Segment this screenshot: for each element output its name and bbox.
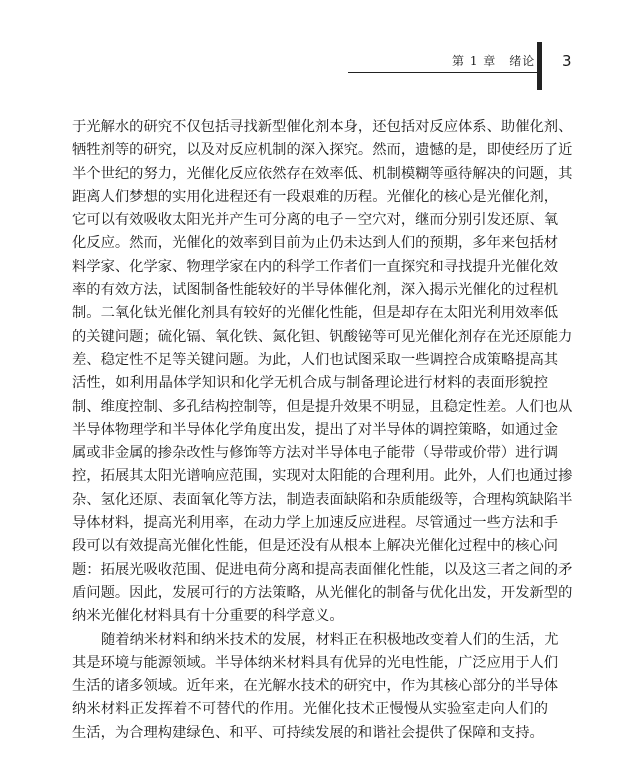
text-line: 杂、氢化还原、表面氧化等方法，制造表面缺陷和杂质能级等，合理构筑缺陷半: [72, 491, 573, 508]
text-line: 生活，为合理构建绿色、和平、可持续发展的和谐社会提供了保障和支持。: [72, 724, 544, 741]
body-text: [72, 116, 573, 745]
text-line: 距离人们梦想的实用化进程还有一段艰难的历程。光催化的核心是光催化剂，: [72, 188, 559, 205]
text-line: 制。二氧化钛光催化剂具有较好的光催化性能，但是却存在太阳光利用效率低: [72, 305, 559, 322]
text-line: 制、维度控制、多孔结构控制等，但是提升效果不明显，且稳定性差。人们也从: [72, 398, 573, 415]
text-line: 差、稳定性不足等关键问题。为此，人们也试图采取一些调控合成策略提高其: [72, 351, 559, 368]
page-number: 3: [562, 52, 572, 70]
text-line: 题：拓展光吸收范围、促进电荷分离和提高表面催化性能，以及这三者之间的矛: [72, 561, 573, 578]
text-line: 纳米材料正发挥着不可替代的作用。光催化技术正慢慢从实验室走向人们的: [72, 701, 548, 718]
text-line: 半个世纪的努力，光催化反应依然存在效率低、机制模糊等亟待解决的问题，其: [72, 165, 573, 182]
header-divider-bar: [537, 42, 542, 90]
text-line: 活性，如利用晶体学知识和化学无机合成与制备理论进行材料的表面形貌控: [72, 375, 548, 392]
running-header: 第 1 章 绪论: [452, 54, 536, 68]
paragraph: [72, 116, 573, 629]
text-line: 段可以有效提高光催化性能，但是还没有从根本上解决光催化过程中的核心问: [72, 538, 559, 555]
text-line: 它可以有效吸收太阳光并产生可分离的电子－空穴对，继而分别引发还原、氧: [72, 212, 559, 229]
text-line: 其是环境与能源领域。半导体纳米材料具有优异的光电性能，广泛应用于人们: [72, 654, 559, 671]
text-line: 半导体物理学和半导体化学角度出发，提出了对半导体的调控策略，如通过金: [72, 421, 559, 438]
text-line: 于光解水的研究不仅包括寻找新型催化剂本身，还包括对反应体系、助催化剂、: [72, 119, 573, 135]
text-line: 料学家、化学家、物理学家在内的科学工作者们一直探究和寻找提升光催化效: [72, 258, 559, 275]
text-line: 导体材料，提高光利用率，在动力学上加速反应进程。尽管通过一些方法和手: [72, 515, 559, 532]
paragraph: [72, 629, 559, 745]
text-line: 化反应。然而，光催化的效率到目前为止仍未达到人们的预期，多年来包括材: [72, 235, 559, 252]
header-rule: [348, 72, 542, 73]
text-line: 控，拓展其太阳光谱响应范围，实现对太阳能的合理利用。此外，人们也通过掺: [72, 468, 573, 485]
text-line: 生活的诸多领域。近年来，在光解水技术的研究中，作为其核心部分的半导体: [72, 678, 559, 695]
text-line: 纳米光催化材料具有十分重要的科学意义。: [72, 608, 344, 625]
text-line: 盾问题。因此，发展可行的方法策略，从光催化的制备与优化出发，开发新型的: [72, 584, 573, 601]
text-line: 的关键问题；硫化镉、氧化铁、氮化钽、钒酸铋等可见光催化剂存在光还原能力: [72, 328, 573, 345]
text-line: 随着纳米材料和纳米技术的发展，材料正在积极地改变着人们的生活，尤: [101, 631, 559, 648]
text-line: 牺牲剂等的研究，以及对反应机制的深入探究。然而，遗憾的是，即使经历了近: [72, 142, 573, 159]
text-line: 属或非金属的掺杂改性与修饰等方法对半导体电子能带（导带或价带）进行调: [72, 445, 559, 462]
text-line: 率的有效方法，试图制备性能较好的半导体催化剂，深入揭示光催化的过程机: [72, 282, 559, 299]
